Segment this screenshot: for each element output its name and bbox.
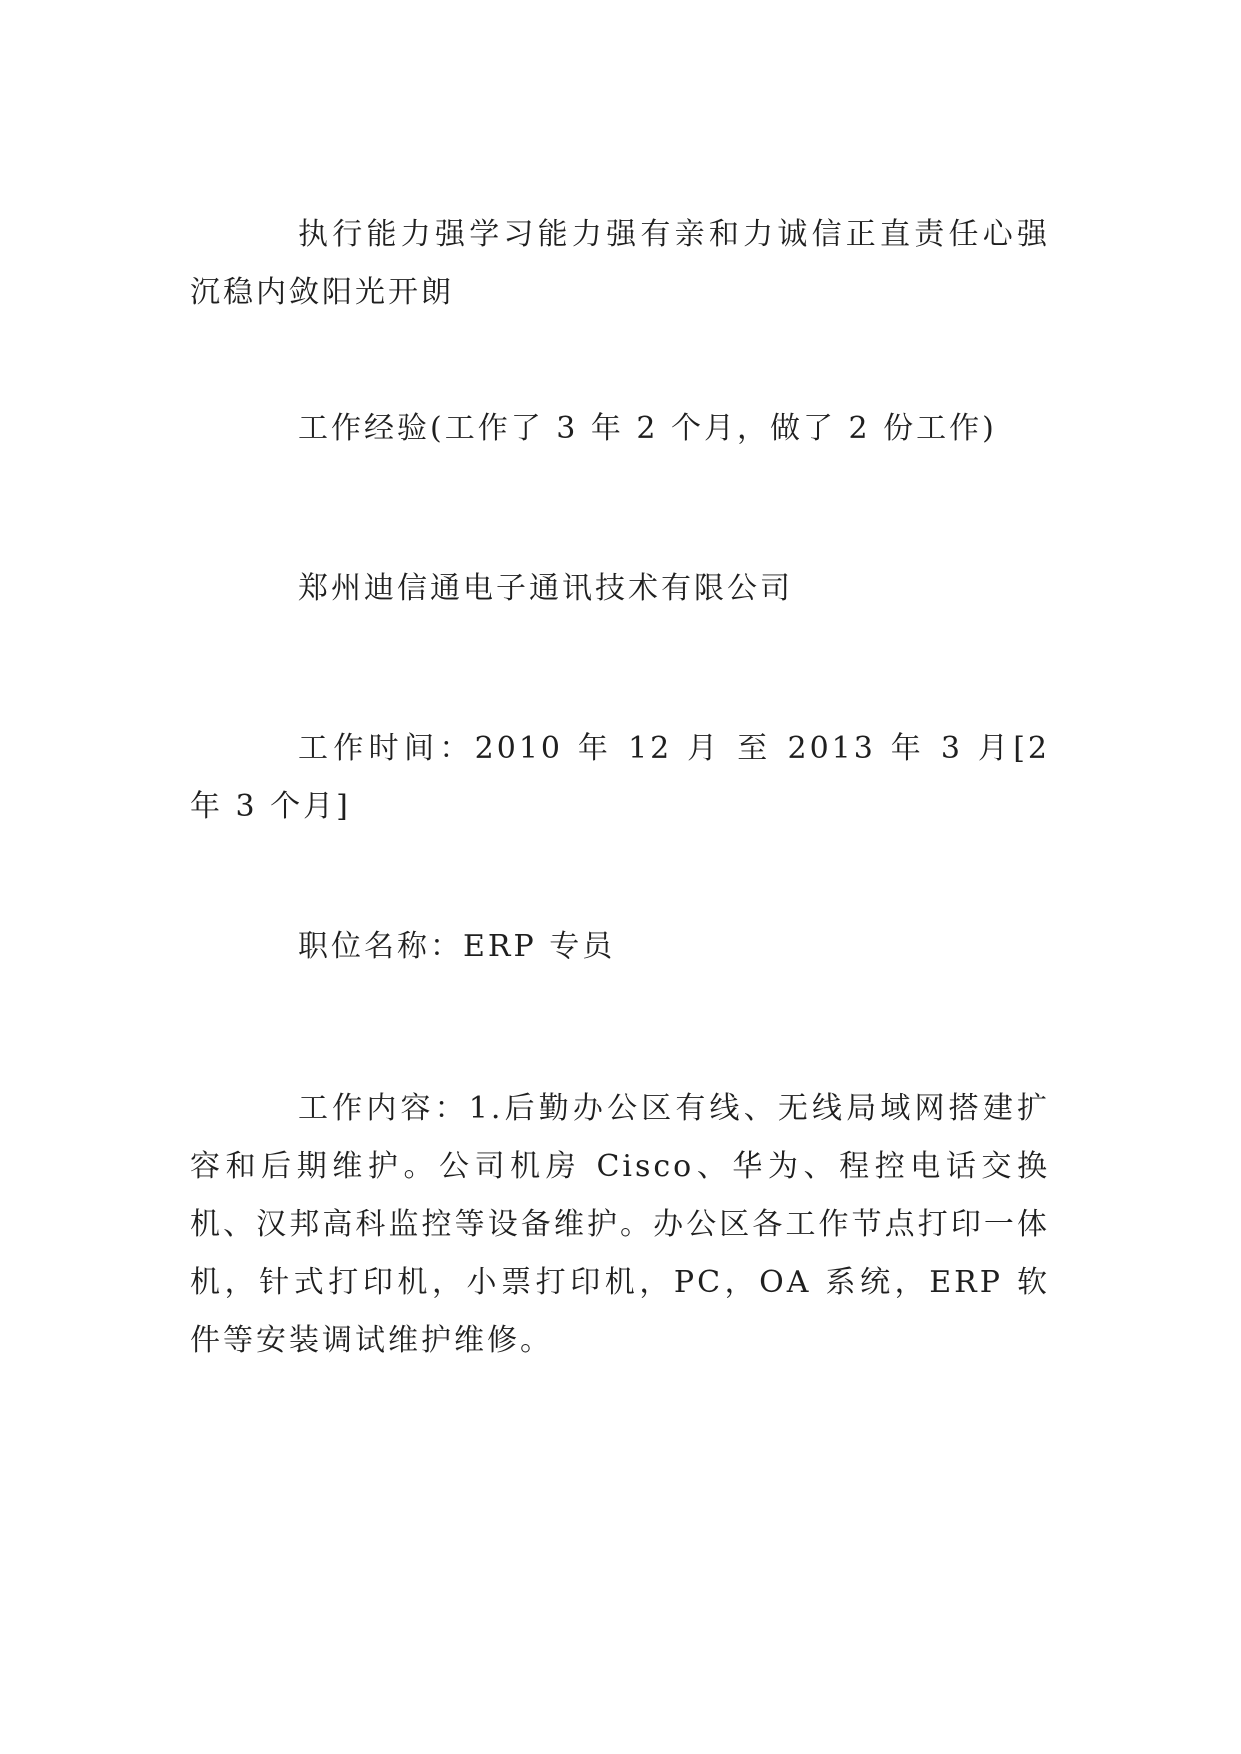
job-description: 工作内容：1.后勤办公区有线、无线局域网搭建扩容和后期维护。公司机房 Cisco、华为、程控电话交换机、汉邦高科监控等设备维护。办公区各工作节点打印一体机，针式打印机，小票打印机，PC，OA 系统，ERP 软件等安装调试维护维修。 (190, 1091, 1050, 1358)
company-name: 郑州迪信通电子通讯技术有限公司 (298, 571, 793, 606)
job-title: 职位名称：ERP 专员 (298, 929, 616, 964)
personal-traits-paragraph: 执行能力强学习能力强有亲和力诚信正直责任心强沉稳内敛阳光开朗 (190, 217, 1050, 310)
work-experience-summary: 工作经验(工作了 3 年 2 个月，做了 2 份工作) (298, 411, 997, 446)
employment-period: 工作时间：2010 年 12 月 至 2013 年 3 月[2 年 3 个月] (190, 731, 1050, 824)
